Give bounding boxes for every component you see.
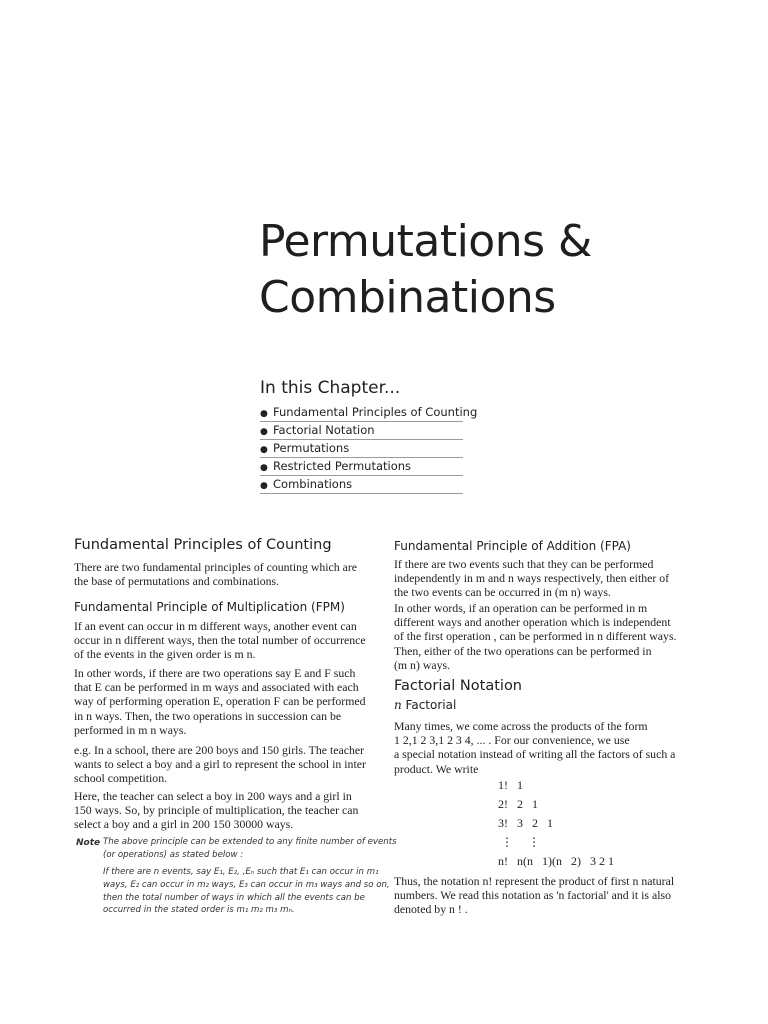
formula-line: 2! 2 1 xyxy=(498,797,538,811)
bullet-icon: ● xyxy=(260,427,268,437)
fpm-paragraph-1 xyxy=(74,619,366,662)
text-line: e.g. In a school, there are 200 boys and 150 girls. The teacher xyxy=(74,743,365,757)
n-symbol: n xyxy=(394,698,402,712)
subheading-fpa: Fundamental Principle of Addition (FPA) xyxy=(394,539,631,553)
chapter-contents-item xyxy=(260,476,463,494)
chapter-contents-list xyxy=(260,404,478,494)
fpa-paragraph-1 xyxy=(394,557,669,600)
text-line: numbers. We read this notation as 'n factorial' and it is also xyxy=(394,888,671,903)
chapter-contents-label: Permutations xyxy=(273,441,350,455)
text-line: the base of permutations and combinations. xyxy=(74,574,280,589)
text-line: Many times, we come across the products of the form xyxy=(394,719,648,733)
chapter-contents-label: Combinations xyxy=(273,477,353,491)
intro-paragraph xyxy=(74,560,357,588)
text-line: There are two fundamental principles of counting which are xyxy=(74,560,358,574)
text-line: 150 ways. So, by principle of multiplication, the teacher can xyxy=(74,803,359,818)
factorial-formula-block xyxy=(498,776,614,871)
factorial-paragraph-1 xyxy=(394,719,675,776)
text-line: the two events can be occurred in (m n) ways. xyxy=(394,585,611,600)
text-line: independently in m and n ways respectively, then either of xyxy=(394,571,670,586)
text-line: a special notation instead of writing all the factors of such a xyxy=(394,747,676,762)
text-line: then the total number of ways in which all the events can be xyxy=(103,892,365,903)
text-line: select a boy and a girl in 200 150 30000 ways. xyxy=(74,817,294,832)
text-line: (or operations) as stated below : xyxy=(103,849,244,860)
text-line: product. We write xyxy=(394,761,479,776)
note-paragraph-1 xyxy=(103,836,397,862)
chapter-title-line-2: Combinations xyxy=(259,272,556,323)
chapter-contents-item xyxy=(260,404,478,422)
bullet-icon: ● xyxy=(260,409,268,419)
chapter-contents-label: Factorial Notation xyxy=(273,423,375,437)
chapter-contents-item xyxy=(260,440,463,458)
text-line: ways, E₂ can occur in m₂ ways, E₃ can occur in m₃ ways and so on, xyxy=(103,879,390,890)
fpa-paragraph-2 xyxy=(394,601,676,672)
text-line: school competition. xyxy=(74,771,168,786)
chapter-contents-item xyxy=(260,458,463,476)
text-line: Here, the teacher can select a boy in 200 ways and a girl in xyxy=(74,789,352,803)
text-line: Then, either of the two operations can be performed in xyxy=(394,643,652,658)
text-line: in n ways. Then, the two operations in succession can be xyxy=(74,708,342,723)
text-line: of the events in the given order is m n. xyxy=(74,647,256,662)
text-line: that E can be performed in m ways and associated with each xyxy=(74,680,359,695)
section-heading-fundamental-principles: Fundamental Principles of Counting xyxy=(74,537,332,553)
text-line: 1 2,1 2 3,1 2 3 4, ... . For our convenience, we use xyxy=(394,733,630,748)
in-this-chapter-heading: In this Chapter... xyxy=(260,378,401,398)
text-line: (m n) ways. xyxy=(394,657,451,672)
section-heading-factorial-notation: Factorial Notation xyxy=(394,678,523,694)
bullet-icon: ● xyxy=(260,445,268,455)
chapter-title-line-1: Permutations & xyxy=(259,216,592,267)
text-line: performed in m n ways. xyxy=(74,722,187,737)
text-line: different ways and another operation which is independent xyxy=(394,615,671,630)
bullet-icon: ● xyxy=(260,481,268,491)
text-line: of the first operation , can be performed in n different ways. xyxy=(394,629,677,644)
formula-line: ⋮ ⋮ xyxy=(498,835,540,849)
text-line: If there are n events, say E₁, E₂, ,Eₙ such that E₁ can occur in m₁ xyxy=(103,867,379,877)
subheading-label: Factorial xyxy=(401,698,457,712)
note-paragraph-2 xyxy=(103,866,390,917)
text-line: occurred in the stated order is m₁ m₂ m₃ mₙ. xyxy=(103,905,295,916)
text-line: In other words, if an operation can be performed in m xyxy=(394,601,648,615)
text-line: The above principle can be extended to any finite number of events xyxy=(103,837,397,847)
note-label: Note xyxy=(76,838,101,848)
text-line: In other words, if there are two operations say E and F such xyxy=(74,666,356,680)
text-line: If there are two events such that they can be performed xyxy=(394,557,654,571)
formula-line: n! n(n 1)(n 2) 3 2 1 xyxy=(498,854,614,868)
chapter-title xyxy=(259,214,739,326)
text-line: way of performing operation E, operation F can be performed xyxy=(74,694,366,709)
text-line: Thus, the notation n! represent the product of first n natural xyxy=(394,874,675,888)
fpm-solution-paragraph xyxy=(74,789,358,832)
chapter-contents-label: Restricted Permutations xyxy=(273,459,412,473)
text-line: If an event can occur in m different ways, another event can xyxy=(74,619,357,633)
subheading-fpm: Fundamental Principle of Multiplication (FPM) xyxy=(74,600,345,614)
text-line: wants to select a boy and a girl to represent the school in inter xyxy=(74,757,366,772)
text-line: occur in n different ways, then the total number of occurrence xyxy=(74,633,366,648)
fpm-example-paragraph xyxy=(74,743,366,786)
factorial-paragraph-2 xyxy=(394,874,674,917)
bullet-icon: ● xyxy=(260,463,268,473)
formula-line: 1! 1 xyxy=(498,778,523,792)
subheading-n-factorial xyxy=(394,698,456,712)
chapter-contents-item xyxy=(260,422,463,440)
text-line: denoted by n ! . xyxy=(394,902,468,917)
fpm-paragraph-2 xyxy=(74,666,366,737)
chapter-contents-label: Fundamental Principles of Counting xyxy=(273,405,478,419)
formula-line: 3! 3 2 1 xyxy=(498,816,553,830)
